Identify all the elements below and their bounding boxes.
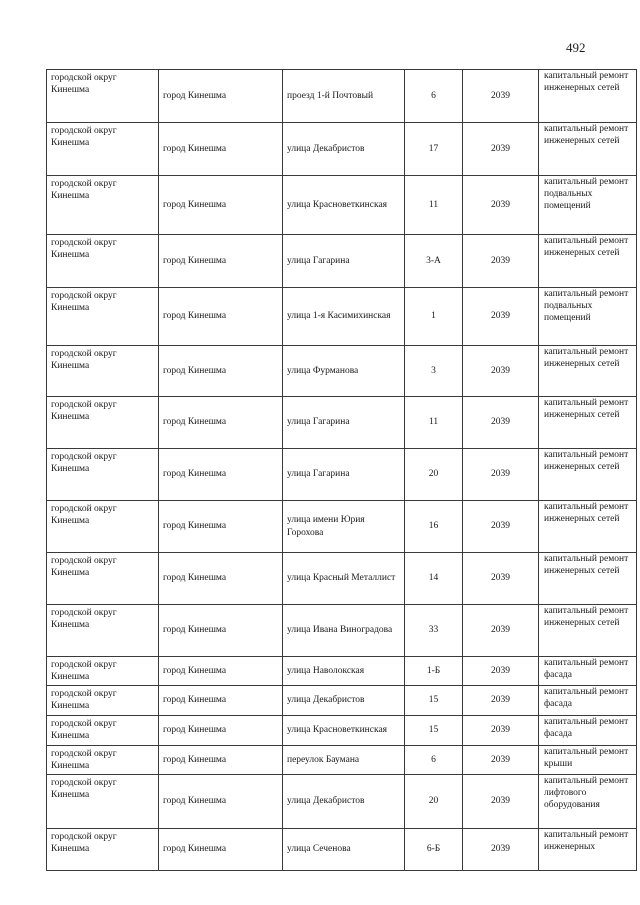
street-cell: проезд 1-й Почтовый <box>283 70 405 123</box>
house-cell: 16 <box>405 501 463 553</box>
table-row <box>47 397 637 449</box>
year-cell: 2039 <box>463 346 539 397</box>
town-cell: город Кинешма <box>159 176 283 235</box>
table-row <box>47 686 637 716</box>
town-cell: город Кинешма <box>159 605 283 657</box>
street-cell: улица Декабристов <box>283 775 405 829</box>
work-cell: капитальный ремонт инженерных сетей <box>539 235 637 288</box>
street-cell: улица Гагарина <box>283 397 405 449</box>
okrug-cell: городской округ Кинешма <box>47 235 159 288</box>
year-cell: 2039 <box>463 746 539 775</box>
okrug-cell: городской округ Кинешма <box>47 605 159 657</box>
okrug-cell: городской округ Кинешма <box>47 686 159 716</box>
house-cell: 20 <box>405 449 463 501</box>
year-cell: 2039 <box>463 775 539 829</box>
okrug-cell: городской округ Кинешма <box>47 176 159 235</box>
house-cell: 14 <box>405 553 463 605</box>
town-cell: город Кинешма <box>159 686 283 716</box>
town-cell: город Кинешма <box>159 716 283 746</box>
work-cell: капитальный ремонт крыши <box>539 746 637 775</box>
house-cell: 3 <box>405 346 463 397</box>
town-cell: город Кинешма <box>159 449 283 501</box>
okrug-cell: городской округ Кинешма <box>47 70 159 123</box>
year-cell: 2039 <box>463 686 539 716</box>
house-cell: 15 <box>405 686 463 716</box>
table-row <box>47 553 637 605</box>
street-cell: улица Наволокская <box>283 657 405 686</box>
house-cell: 1 <box>405 288 463 346</box>
year-cell: 2039 <box>463 123 539 176</box>
house-cell: 17 <box>405 123 463 176</box>
street-cell: улица Декабристов <box>283 123 405 176</box>
town-cell: город Кинешма <box>159 235 283 288</box>
okrug-cell: городской округ Кинешма <box>47 775 159 829</box>
work-cell: капитальный ремонт инженерных сетей <box>539 70 637 123</box>
table-row <box>47 829 637 871</box>
street-cell: улица Гагарина <box>283 235 405 288</box>
housing-repair-table <box>46 69 637 871</box>
town-cell: город Кинешма <box>159 501 283 553</box>
okrug-cell: городской округ Кинешма <box>47 657 159 686</box>
street-cell: улица Декабристов <box>283 686 405 716</box>
town-cell: город Кинешма <box>159 346 283 397</box>
street-cell: улица Красноветкинская <box>283 716 405 746</box>
house-cell: 6 <box>405 70 463 123</box>
table-row <box>47 288 637 346</box>
okrug-cell: городской округ Кинешма <box>47 746 159 775</box>
table-row <box>47 775 637 829</box>
work-cell: капитальный ремонт инженерных <box>539 829 637 871</box>
work-cell: капитальный ремонт инженерных сетей <box>539 553 637 605</box>
table-row <box>47 235 637 288</box>
house-cell: 11 <box>405 176 463 235</box>
house-cell: 6-Б <box>405 829 463 871</box>
year-cell: 2039 <box>463 716 539 746</box>
okrug-cell: городской округ Кинешма <box>47 716 159 746</box>
town-cell: город Кинешма <box>159 829 283 871</box>
street-cell: улица Красноветкинская <box>283 176 405 235</box>
house-cell: 3-А <box>405 235 463 288</box>
street-cell: улица Фурманова <box>283 346 405 397</box>
okrug-cell: городской округ Кинешма <box>47 501 159 553</box>
town-cell: город Кинешма <box>159 123 283 176</box>
year-cell: 2039 <box>463 176 539 235</box>
town-cell: город Кинешма <box>159 397 283 449</box>
town-cell: город Кинешма <box>159 553 283 605</box>
okrug-cell: городской округ Кинешма <box>47 123 159 176</box>
work-cell: капитальный ремонт инженерных сетей <box>539 123 637 176</box>
year-cell: 2039 <box>463 449 539 501</box>
street-cell: улица Сеченова <box>283 829 405 871</box>
work-cell: капитальный ремонт инженерных сетей <box>539 501 637 553</box>
okrug-cell: городской округ Кинешма <box>47 288 159 346</box>
okrug-cell: городской округ Кинешма <box>47 829 159 871</box>
street-cell: улица Красный Металлист <box>283 553 405 605</box>
town-cell: город Кинешма <box>159 746 283 775</box>
work-cell: капитальный ремонт инженерных сетей <box>539 605 637 657</box>
year-cell: 2039 <box>463 235 539 288</box>
year-cell: 2039 <box>463 657 539 686</box>
table-row <box>47 346 637 397</box>
year-cell: 2039 <box>463 397 539 449</box>
house-cell: 33 <box>405 605 463 657</box>
house-cell: 6 <box>405 746 463 775</box>
work-cell: капитальный ремонт фасада <box>539 657 637 686</box>
street-cell: улица имени Юрия Горохова <box>283 501 405 553</box>
town-cell: город Кинешма <box>159 775 283 829</box>
town-cell: город Кинешма <box>159 70 283 123</box>
table-row <box>47 176 637 235</box>
work-cell: капитальный ремонт инженерных сетей <box>539 397 637 449</box>
work-cell: капитальный ремонт инженерных сетей <box>539 449 637 501</box>
house-cell: 15 <box>405 716 463 746</box>
work-cell: капитальный ремонт фасада <box>539 716 637 746</box>
table-row <box>47 123 637 176</box>
year-cell: 2039 <box>463 70 539 123</box>
work-cell: капитальный ремонт фасада <box>539 686 637 716</box>
okrug-cell: городской округ Кинешма <box>47 449 159 501</box>
town-cell: город Кинешма <box>159 288 283 346</box>
okrug-cell: городской округ Кинешма <box>47 346 159 397</box>
work-cell: капитальный ремонт инженерных сетей <box>539 346 637 397</box>
year-cell: 2039 <box>463 829 539 871</box>
street-cell: улица 1-я Касимихинская <box>283 288 405 346</box>
street-cell: улица Гагарина <box>283 449 405 501</box>
work-cell: капитальный ремонт подвальных помещений <box>539 288 637 346</box>
work-cell: капитальный ремонт лифтового оборудования <box>539 775 637 829</box>
page-number: 492 <box>566 40 586 55</box>
table-row <box>47 449 637 501</box>
year-cell: 2039 <box>463 553 539 605</box>
work-cell: капитальный ремонт подвальных помещений <box>539 176 637 235</box>
table-row <box>47 716 637 746</box>
okrug-cell: городской округ Кинешма <box>47 553 159 605</box>
table-row <box>47 746 637 775</box>
street-cell: переулок Баумана <box>283 746 405 775</box>
table-row <box>47 501 637 553</box>
year-cell: 2039 <box>463 501 539 553</box>
table-row <box>47 657 637 686</box>
year-cell: 2039 <box>463 605 539 657</box>
house-cell: 11 <box>405 397 463 449</box>
house-cell: 1-Б <box>405 657 463 686</box>
town-cell: город Кинешма <box>159 657 283 686</box>
year-cell: 2039 <box>463 288 539 346</box>
okrug-cell: городской округ Кинешма <box>47 397 159 449</box>
table-row <box>47 605 637 657</box>
house-cell: 20 <box>405 775 463 829</box>
table-row <box>47 70 637 123</box>
street-cell: улица Ивана Виноградова <box>283 605 405 657</box>
table-body <box>47 70 637 871</box>
